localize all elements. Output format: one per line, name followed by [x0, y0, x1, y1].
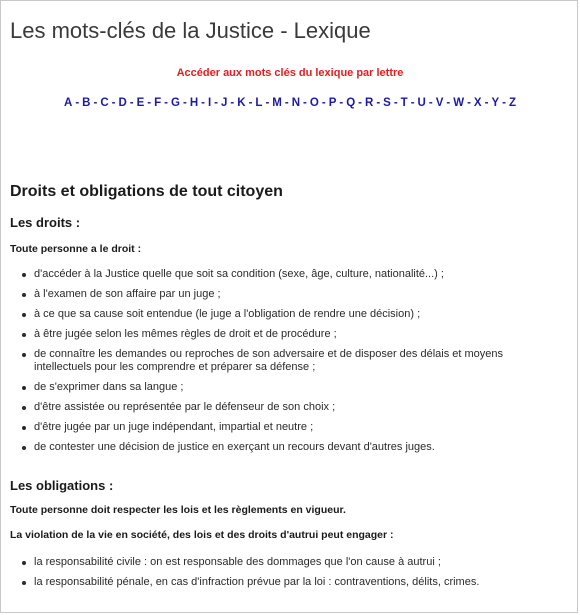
letter-separator: - — [376, 97, 381, 109]
list-item: de contester une décision de justice en exerçant un recours devant d'autres juges. — [22, 441, 562, 454]
letter-separator: - — [303, 97, 307, 109]
list-item: d'être jugée par un juge indépendant, impartial et neutre ; — [22, 421, 562, 434]
list-item: d'être assistée ou représentée par le défenseur de son choix ; — [22, 401, 562, 414]
letter-separator: - — [248, 97, 253, 109]
letter-separator: - — [147, 97, 152, 109]
obligations-list — [22, 556, 562, 596]
letter-separator: - — [393, 97, 398, 109]
alphabet-index — [0, 97, 580, 109]
letter-separator: - — [467, 97, 471, 109]
letter-link-f[interactable]: F — [154, 97, 162, 109]
letter-separator: - — [284, 97, 289, 109]
letter-separator: - — [111, 97, 116, 109]
letter-separator: - — [75, 97, 80, 109]
letter-link-h[interactable]: H — [189, 97, 199, 109]
letter-link-u[interactable]: U — [417, 97, 426, 109]
letter-link-n[interactable]: N — [291, 97, 301, 109]
letter-link-i[interactable]: I — [207, 97, 212, 109]
rights-list — [22, 268, 562, 461]
list-item: à l'examen de son affaire par un juge ; — [22, 288, 562, 301]
letter-separator: - — [410, 97, 415, 109]
letter-separator: - — [428, 97, 433, 109]
rights-intro: Toute personne a le droit : — [10, 243, 142, 255]
list-item: de s'exprimer dans sa langue ; — [22, 381, 562, 394]
obligations-title: Les obligations : — [10, 478, 114, 493]
letter-link-l[interactable]: L — [255, 97, 263, 109]
letter-separator: - — [358, 97, 362, 109]
list-item: d'accéder à la Justice quelle que soit sa condition (sexe, âge, culture, nationalité...) ; — [22, 268, 562, 281]
letter-link-p[interactable]: P — [328, 97, 337, 109]
letter-link-m[interactable]: M — [272, 97, 282, 109]
letter-index-intro: Accéder aux mots clés du lexique par lettre — [176, 67, 404, 79]
list-item: à ce que sa cause soit entendue (le juge a l'obligation de rendre une décision) ; — [22, 308, 562, 321]
letter-link-g[interactable]: G — [171, 97, 180, 109]
letter-separator: - — [164, 97, 169, 109]
letter-link-w[interactable]: W — [453, 97, 465, 109]
letter-link-d[interactable]: D — [118, 97, 127, 109]
page-title: Les mots-clés de la Justice - Lexique — [10, 18, 371, 43]
letter-separator: - — [339, 97, 344, 109]
letter-link-k[interactable]: K — [237, 97, 246, 109]
letter-link-q[interactable]: Q — [346, 97, 356, 109]
letter-separator: - — [484, 97, 489, 109]
letter-separator: - — [265, 97, 270, 109]
list-item: à être jugée selon les mêmes règles de droit et de procédure ; — [22, 328, 562, 341]
letter-separator: - — [502, 97, 506, 109]
letter-separator: - — [230, 97, 235, 109]
letter-link-s[interactable]: S — [383, 97, 391, 109]
letter-separator: - — [93, 97, 98, 109]
letter-link-b[interactable]: B — [82, 97, 91, 109]
obligations-intro: Toute personne doit respecter les lois et les règlements en vigueur. — [10, 504, 346, 516]
letter-separator: - — [321, 97, 326, 109]
letter-link-e[interactable]: E — [136, 97, 145, 109]
obligations-intro-2: La violation de la vie en société, des lois et des droits d'autrui peut engager : — [10, 529, 394, 541]
letter-link-o[interactable]: O — [309, 97, 319, 109]
letter-separator: - — [182, 97, 187, 109]
letter-separator: - — [214, 97, 219, 109]
letter-separator: - — [201, 97, 205, 109]
letter-link-t[interactable]: T — [400, 97, 408, 109]
letter-link-j[interactable]: J — [221, 97, 228, 109]
letter-link-x[interactable]: X — [473, 97, 482, 109]
letter-link-a[interactable]: A — [64, 97, 73, 109]
letter-link-v[interactable]: V — [435, 97, 444, 109]
letter-link-z[interactable]: Z — [508, 97, 516, 109]
list-item: de connaître les demandes ou reproches de son adversaire et de disposer des délais et moyens intellectuels pour les comprendre et préparer sa défense ; — [22, 348, 562, 374]
rights-title: Les droits : — [10, 215, 81, 230]
letter-link-y[interactable]: Y — [491, 97, 500, 109]
letter-link-r[interactable]: R — [365, 97, 374, 109]
letter-separator: - — [446, 97, 451, 109]
letter-link-c[interactable]: C — [100, 97, 109, 109]
list-item: la responsabilité civile : on est responsable des dommages que l'on cause à autrui ; — [22, 556, 562, 569]
section-title: Droits et obligations de tout citoyen — [10, 183, 283, 200]
letter-separator: - — [129, 97, 134, 109]
list-item: la responsabilité pénale, en cas d'infraction prévue par la loi : contraventions, délits, crimes. — [22, 576, 562, 589]
